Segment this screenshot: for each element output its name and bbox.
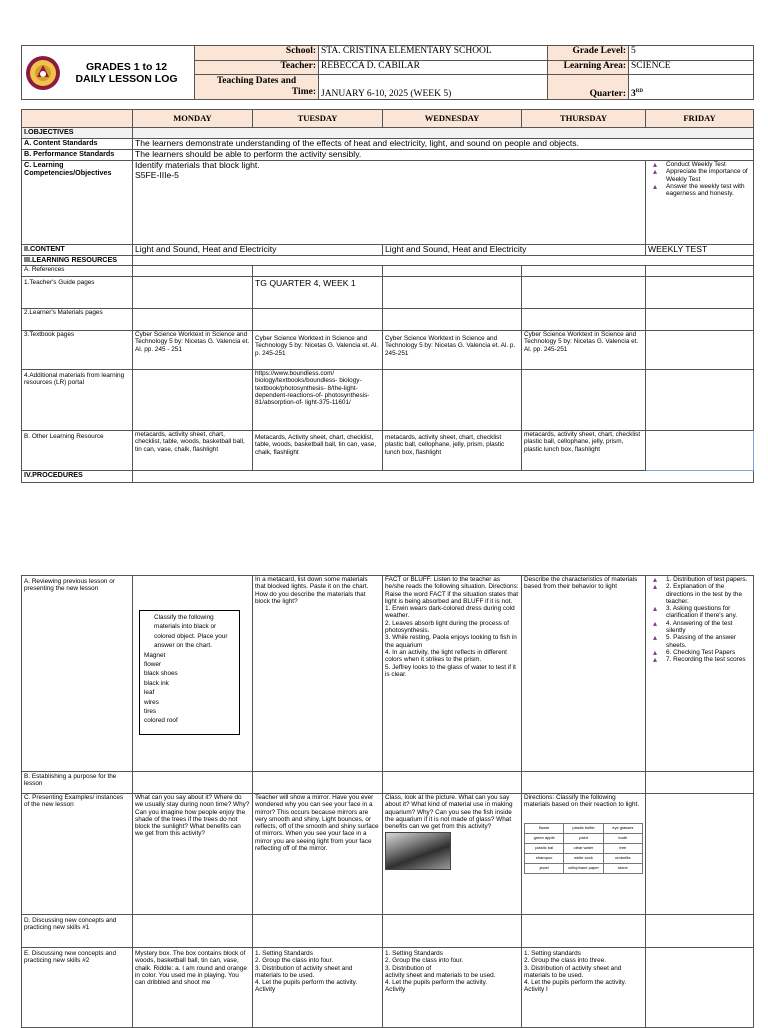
list-item: wires [144, 698, 159, 706]
classify-instructions: Classify the following materials into black or colored object. Place your answer on the chart. [154, 614, 228, 650]
list-item: 1. Setting standards [524, 950, 581, 957]
presenting-wednesday-text: Class, look at the picture. What can you say about it? What kind of material use in making aquarium? Why? Can you see the fish inside the aquarium if it is not made of glass? What benefits can we get from this activity? [385, 794, 513, 831]
additional-wed [383, 370, 522, 431]
lm-fri [646, 309, 754, 331]
discussing2-thursday [522, 948, 646, 1028]
additional-tuesday-link[interactable]: https://www.boundless.com/ biology/textbooks/boundless- biology-textbook/photosynthesis- 8/the-light-dependent-reactions-of- photosynthesis-81/absorption-of- light-375-11601/ [253, 370, 383, 431]
list-item: 2. Group the class into four. [385, 957, 464, 965]
learning-resources-spacer [133, 256, 754, 266]
reviewing-lesson-label: A. Reviewing previous lesson or presenting the new lesson [22, 576, 133, 772]
deped-seal-icon [25, 55, 61, 91]
table-cell: flower [525, 823, 564, 833]
classify-materials-table [524, 823, 643, 874]
discussing1-fri [646, 915, 754, 948]
purpose-mon [133, 772, 253, 794]
tg-fri [646, 277, 754, 309]
teacher-label: Teacher: [195, 61, 319, 75]
list-item: 3. Distribution of activity sheet and materials to be used. [524, 964, 622, 979]
tg-wed [383, 277, 522, 309]
discussing2-tuesday [253, 948, 383, 1028]
list-item: 1. Erwin wears dark-colored dress during cold weather. [385, 605, 515, 620]
other-resources-thursday: metacards, activity sheet, chart, checklist plastic ball, cellophane, jelly, prism, plastic lunch box, flashlight [522, 431, 646, 471]
teaching-dates-label-line1: Teaching Dates and [216, 76, 297, 86]
friday-objective-item: ▴ Conduct Weekly Test [666, 161, 751, 168]
tg-thu [522, 277, 646, 309]
references-label: A. References [22, 266, 133, 277]
presenting-wednesday [383, 794, 522, 915]
additional-thu [522, 370, 646, 431]
presenting-monday: What can you say about it? Where do we usually stay during noon time? Why? Can you imagine how people enjoy the shade of the trees if the trees do not block the sunlight? What benefits can we get from this activity? [133, 794, 253, 915]
list-item: ▴ 1. Distribution of test papers. [666, 576, 751, 583]
day-header-monday: MONDAY [133, 110, 253, 128]
content-mon-tue: Light and Sound, Heat and Electricity [133, 245, 383, 256]
list-item: 4. Let the pupils perform the activity. [524, 979, 627, 987]
list-item: Magnet [144, 651, 166, 659]
content-label: II.CONTENT [22, 245, 133, 256]
learning-resources-label: III.LEARNING RESOURCES [22, 256, 133, 266]
friday-test-steps [648, 576, 751, 664]
table-cell: shampoo [525, 853, 564, 863]
classify-activity-box [139, 610, 240, 735]
list-item: 1. Setting Standards [385, 950, 443, 957]
header-table [21, 45, 754, 100]
other-resources-label: B. Other Learning Resource [22, 431, 133, 471]
presenting-examples-label: C. Presenting Examples/ instances of the new lesson [22, 794, 133, 915]
list-item: activity sheet and materials to be used. [385, 971, 496, 979]
day-header-wednesday: WEDNESDAY [383, 110, 522, 128]
grade-level-label: Grade Level: [548, 46, 629, 61]
quarter-value: 3 [631, 89, 636, 99]
list-item: 1. Setting Standards [255, 950, 313, 957]
list-item: Activity I [524, 986, 548, 994]
discussing1-tue [253, 915, 383, 948]
discussing-concepts-2-label: E. Discussing new concepts and practicing new skills #2 [22, 948, 133, 1028]
table-cell: umbrella [603, 853, 642, 863]
references-tue [253, 266, 383, 277]
reviewing-wednesday [383, 576, 522, 772]
content-friday: WEEKLY TEST [646, 245, 754, 256]
table-cell: white sock [564, 853, 603, 863]
competency-code: S5FE-IIIe-5 [135, 169, 179, 180]
learning-area-value: SCIENCE [629, 61, 754, 75]
fact-or-bluff-items [385, 605, 519, 678]
friday-objective-item: ▴ Answer the weekly test with eagerness and honesty. [666, 183, 751, 198]
day-header-thursday: THURSDAY [522, 110, 646, 128]
aquarium-picture [385, 832, 451, 870]
purpose-tue [253, 772, 383, 794]
table-cell: cellophane paper [564, 863, 603, 873]
other-resources-monday: metacards, activity sheet, chart, checklist, table, woods, basketball ball, tin can, vase, chalk, flashlight [133, 431, 253, 471]
purpose-thu [522, 772, 646, 794]
list-item: black ink [144, 679, 169, 687]
fact-or-bluff-intro: FACT or BLUFF. Listen to the teacher as he/she reads the following situation. Directions: Raise the word FACT if the situation states that light is being absorbed and BLUFF if it is not. [385, 576, 519, 605]
presenting-thursday-text: Directions: Classify the following materials based on their reaction to light. [524, 794, 640, 809]
school-label: School: [195, 46, 319, 61]
table-cell: paint [564, 833, 603, 843]
list-item: 3. Distribution of activity sheet and materials to be used. [255, 964, 353, 979]
lm-tue [253, 309, 383, 331]
discussing2-monday: Mystery box. The box contains block of woods, basketball ball, tin can, vase, chalk. Riddle: a. I am round and orange in color. You used me in playing. You can dribbled and shoot me [133, 948, 253, 1028]
performance-standards-value: The learners should be able to perform the activity sensibly. [133, 150, 754, 161]
other-resources-tuesday: Metacards, Activity sheet, chart, checklist, table, woods, basketball ball, tin can, vase, chalk, flashlight [253, 431, 383, 471]
learning-area-label: Learning Area: [548, 61, 629, 75]
teaching-dates-value: JANUARY 6-10, 2025 (WEEK 5) [319, 75, 548, 100]
additional-mon [133, 370, 253, 431]
references-mon [133, 266, 253, 277]
friday-objectives [646, 161, 754, 245]
other-resources-friday [646, 431, 754, 471]
performance-standards-label: B. Performance Standards [22, 150, 133, 161]
list-item: 4. Let the pupils perform the activity. [385, 979, 488, 987]
table-cell: plastic bal [525, 843, 564, 853]
objectives-label: I.OBJECTIVES [22, 128, 133, 139]
purpose-wed [383, 772, 522, 794]
header-title-line2: DAILY LESSON LOG [75, 72, 178, 85]
list-item: 2. Group the class into four. [255, 957, 334, 965]
lesson-table-2 [21, 575, 754, 1028]
list-item: black shoes [144, 670, 178, 678]
reviewing-tuesday: In a metacard, list down some materials that blocked lights. Paste it on the chart. How do you describe the materials that block the light? [253, 576, 383, 772]
discussing2-fri [646, 948, 754, 1028]
table-cell: stone [603, 863, 642, 873]
table-cell: green apple [525, 833, 564, 843]
day-header-tuesday: TUESDAY [253, 110, 383, 128]
list-item: 3. While resting, Paola enjoys looking to fish in the aquarium [385, 634, 517, 649]
procedures-label: IV.PROCEDURES [22, 471, 133, 483]
additional-fri [646, 370, 754, 431]
day-header-blank [22, 110, 133, 128]
list-item: ▴ 4. Answering of the test silently [666, 620, 751, 635]
competency-text: Identify materials that block light. [135, 160, 260, 170]
list-item: leaf [144, 689, 155, 697]
teaching-dates-label [195, 75, 319, 100]
list-item: Activity [255, 986, 276, 994]
list-item: Activity [385, 986, 406, 994]
quarter-suffix: RD [635, 88, 643, 94]
teachers-guide-label: 1.Teacher's Guide pages [22, 277, 133, 309]
list-item: 2. Leaves absorb light during the process of photosynthesis. [385, 619, 509, 635]
teacher-value: REBECCA D. CABILAR [319, 61, 548, 75]
table-cell: tree [603, 843, 642, 853]
reviewing-friday [646, 576, 754, 772]
textbook-fri [646, 331, 754, 370]
table-cell: jewel [525, 863, 564, 873]
lm-wed [383, 309, 522, 331]
list-item: colored roof [144, 717, 178, 725]
tg-mon [133, 277, 253, 309]
list-item: ▴ 5. Passing of the answer sheets. [666, 634, 751, 649]
textbook-tuesday: Cyber Science Worktext in Science and Technology 5 by: Nicetas G. Valencia et. Al. p. 245-251 [253, 331, 383, 370]
table-cell: tooth [603, 833, 642, 843]
list-item: 4. In an activity, the light reflects in different colors when it strikes to the prism. [385, 648, 507, 664]
competencies-value [133, 161, 646, 245]
friday-objective-item: ▴ Appreciate the importance of Weekly Test [666, 168, 751, 183]
list-item: 5. Jeffrey looks to the glass of water to test if it is clear. [385, 663, 516, 678]
list-item: tires [144, 708, 157, 716]
header-logo-cell [22, 46, 195, 100]
content-standards-label: A. Content Standards [22, 139, 133, 150]
establishing-purpose-label: B. Establishing a purpose for the lesson [22, 772, 133, 794]
discussing-concepts-1-label: D. Discussing new concepts and practicing new skills #1 [22, 915, 133, 948]
lm-mon [133, 309, 253, 331]
list-item: 2. Group the class into three. [524, 957, 607, 965]
header-title-line1: GRADES 1 to 12 [85, 60, 168, 73]
reviewing-monday [133, 576, 253, 772]
textbook-monday: Cyber Science Worktext in Science and Technology 5 by: Nicetas G. Valencia et. Al. pp. 245 - 251 [133, 331, 253, 370]
learners-materials-label: 2.Learner's Materials pages [22, 309, 133, 331]
list-item: ▴ 2. Explanation of the directions in the test by the teacher. [666, 583, 751, 605]
other-resources-wednesday: metacards, activity sheet, chart, checklist plastic ball, cellophane, jelly, prism, plastic lunch box, flashlight [383, 431, 522, 471]
objectives-spacer [133, 128, 754, 139]
competencies-label: C. Learning Competencies/Objectives [22, 161, 133, 245]
day-header-friday: FRIDAY [646, 110, 754, 128]
table-cell: clear water [564, 843, 603, 853]
additional-materials-label: 4.Additional materials from learning resources (LR) portal [22, 370, 133, 431]
table-cell: eye glasses [603, 823, 642, 833]
discussing2-wednesday [383, 948, 522, 1028]
references-thu [522, 266, 646, 277]
list-item: 3. Distribution of [385, 964, 432, 972]
references-wed [383, 266, 522, 277]
lesson-table-1 [21, 109, 754, 483]
references-fri [646, 266, 754, 277]
textbook-thursday: Cyber Science Worktext in Science and Technology 5 by: Nicetas G. Valencia et. Al. pp. 245-251 [522, 331, 646, 370]
textbook-label: 3.Textbook pages [22, 331, 133, 370]
presenting-thursday [522, 794, 646, 915]
presenting-fri [646, 794, 754, 915]
content-standards-value: The learners demonstrate understanding of the effects of heat and electricity, light, and sound on people and objects. [133, 139, 754, 150]
classify-items [144, 651, 235, 726]
list-item: ▴ 6. Checking Test Papers [666, 649, 751, 656]
content-wed-thu: Light and Sound, Heat and Electricity [383, 245, 646, 256]
procedures-spacer [133, 471, 754, 483]
school-value: STA. CRISTINA ELEMENTARY SCHOOL [319, 46, 548, 61]
discussing1-thu [522, 915, 646, 948]
list-item: ▴ 3. Asking questions for clarification if there's any. [666, 605, 751, 620]
reviewing-thursday: Describe the characteristics of materials based from their behavior to light [522, 576, 646, 772]
list-item: flower [144, 661, 162, 669]
teaching-dates-label-line2: Time: [291, 87, 316, 97]
purpose-fri [646, 772, 754, 794]
list-item: ▴ 7. Recording the test scores [666, 656, 751, 663]
presenting-tuesday: Teacher will show a mirror. Have you ever wondered why you can see your face in a mirror? This occurs because mirrors are very smooth and shiny. Light bounces, or reflects, off of the smooth and shiny surface of mirrors. When you see your face in a mirror you are seeing light from your face reflecting off of the mirror. [253, 794, 383, 915]
quarter-value-cell [629, 75, 754, 100]
list-item: 4. Let the pupils perform the activity. [255, 979, 358, 987]
quarter-label: Quarter: [548, 75, 629, 100]
grade-level-value: 5 [629, 46, 754, 61]
discussing1-wed [383, 915, 522, 948]
textbook-wednesday: Cyber Science Worktext in Science and Technology 5 by: Nicetas G. Valencia et. Al. p. 245-251 [383, 331, 522, 370]
tg-tuesday: TG QUARTER 4, WEEK 1 [253, 277, 383, 309]
table-cell: plastic bottle [564, 823, 603, 833]
discussing1-mon [133, 915, 253, 948]
lm-thu [522, 309, 646, 331]
